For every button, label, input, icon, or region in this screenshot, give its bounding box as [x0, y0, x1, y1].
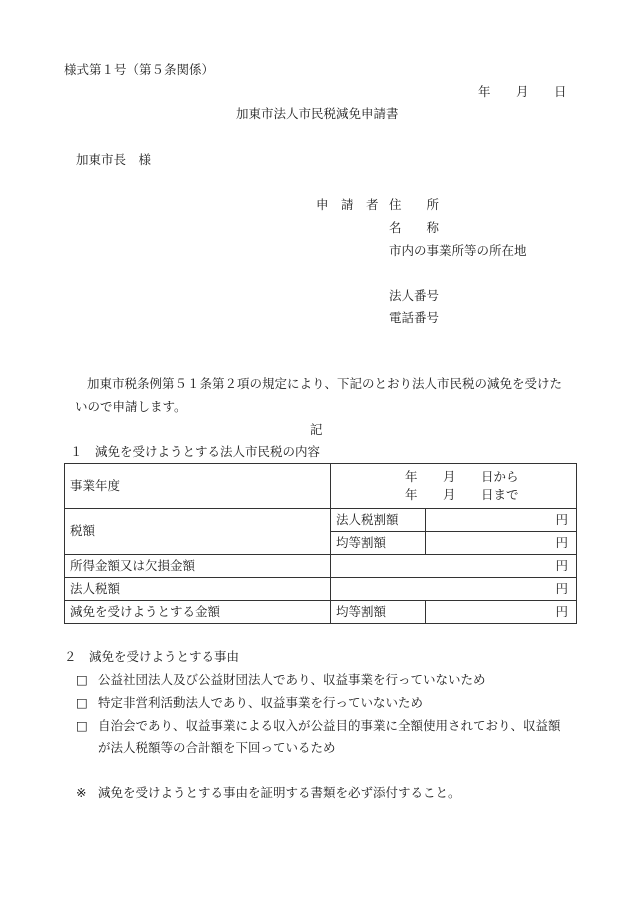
table-row: [65, 578, 577, 601]
reason-option-label: 自治会であり、収益事業による収入が公益目的事業に全額使用されており、収益額: [98, 718, 561, 733]
date-year: 年: [478, 84, 491, 99]
corporate-tax-field[interactable]: 円: [331, 578, 577, 601]
reason-option-1[interactable]: [76, 674, 486, 687]
table-row: [65, 555, 577, 578]
section1-heading: １ 減免を受けようとする法人市民税の内容: [70, 444, 321, 459]
month-unit: 月: [443, 468, 456, 484]
reason-option-3-continued: が法人税額等の合計額を下回っているため: [98, 740, 336, 755]
corporate-tax-levy-field[interactable]: 円: [426, 509, 577, 532]
applicant-name-label: 名 称: [389, 220, 440, 235]
form-number: 様式第１号（第５条関係）: [64, 62, 215, 77]
per-capita-levy-label: 均等割額: [331, 532, 426, 555]
year-unit: 年: [405, 486, 418, 502]
until-unit: 日まで: [481, 486, 519, 502]
checkbox-icon[interactable]: □: [76, 718, 88, 733]
applicant-phone-label: 電話番号: [389, 310, 440, 325]
request-text-line1: 加東市税条例第５１条第２項の規定により、下記のとおり法人市民税の減免を受けた: [87, 376, 563, 391]
request-text-line2: いので申請します。: [75, 399, 187, 414]
section2-heading: ２ 減免を受けようとする事由: [64, 649, 240, 664]
table-row: [65, 464, 577, 509]
reason-option-label: 特定非営利活動法人であり、収益事業を行っていないため: [98, 695, 424, 710]
date-month: 月: [516, 84, 529, 99]
checkbox-icon[interactable]: □: [76, 695, 88, 710]
applicant-office-label: 市内の事業所等の所在地: [389, 243, 527, 258]
reduction-amount-field[interactable]: 円: [426, 601, 577, 624]
from-unit: 日から: [481, 468, 519, 484]
addressee: 加東市長 様: [76, 152, 152, 167]
reference-mark-icon: ※: [76, 785, 87, 800]
fiscal-year-value[interactable]: [331, 464, 577, 509]
attachment-note-text: 減免を受けようとする事由を証明する書類を必ず添付すること。: [98, 785, 461, 800]
fiscal-year-label: 事業年度: [65, 464, 331, 509]
applicant-label: 申 請 者: [316, 197, 379, 212]
fiscal-year-from: [405, 468, 571, 486]
applicant-address-label: 住 所: [389, 197, 440, 212]
checkbox-icon[interactable]: □: [76, 672, 88, 687]
per-capita-levy-field[interactable]: 円: [426, 532, 577, 555]
reason-option-3[interactable]: [76, 720, 561, 733]
reduction-per-capita-label: 均等割額: [331, 601, 426, 624]
fiscal-year-until: [405, 486, 571, 504]
date-day: 日: [554, 84, 567, 99]
income-or-loss-field[interactable]: 円: [331, 555, 577, 578]
ki-heading: 記: [310, 422, 323, 437]
corporate-tax-levy-label: 法人税割額: [331, 509, 426, 532]
income-or-loss-label: 所得金額又は欠損金額: [65, 555, 331, 578]
tax-details-table: [64, 463, 577, 624]
corporate-tax-label: 法人税額: [65, 578, 331, 601]
reason-option-label: 公益社団法人及び公益財団法人であり、収益事業を行っていないため: [98, 672, 486, 687]
month-unit: 月: [443, 486, 456, 502]
table-row: [65, 601, 577, 624]
reduction-amount-label: 減免を受けようとする金額: [65, 601, 331, 624]
table-row: [65, 509, 577, 532]
reason-option-2[interactable]: [76, 697, 423, 710]
attachment-note: [76, 787, 461, 800]
year-unit: 年: [405, 468, 418, 484]
document-title: 加東市法人市民税減免申請書: [236, 106, 399, 121]
tax-amount-label: 税額: [65, 509, 331, 555]
applicant-corporate-number-label: 法人番号: [389, 288, 440, 303]
